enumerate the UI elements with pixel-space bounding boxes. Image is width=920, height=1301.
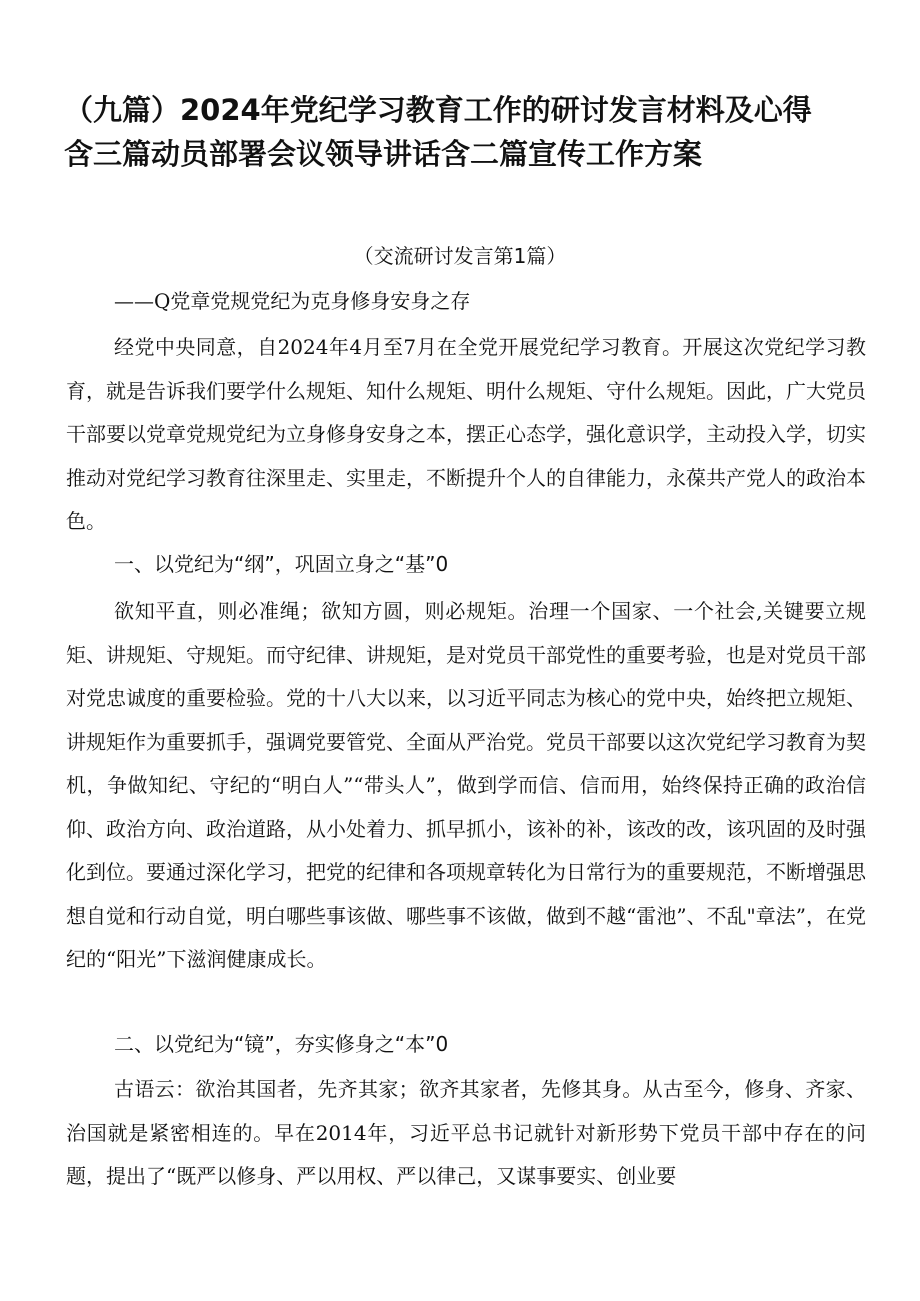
paragraph-three: 古语云：欲治其国者，先齐其家；欲齐其家者，先修其身。从古至今，修身、齐家、治国就是紧密相连的。早在2014年，习近平总书记就针对新形势下党员干部中存在的问题，提出了“既严以修身、严以用权、严以律己，又谋事要实、创业要 [66, 1077, 866, 1188]
title-line-1: （九篇）2024年党纪学习教育工作的研讨发言材料及心得 [64, 93, 812, 127]
paragraph-intro: 经党中央同意，自2024年4月至7月在全党开展党纪学习教育。开展这次党纪学习教育，就是告诉我们要学什么规矩、知什么规矩、明什么规矩、守什么规矩。因此，广大党员干部要以党章党规党纪为立身修身安身之本，摆正心态学，强化意识学，主动投入学，切实推动对党纪学习教育往深里走、实里走，不断提升个人的自律能力，永葆共产党人的政治本色。 [66, 335, 866, 533]
document-title [64, 88, 884, 176]
section-tagline: ——Q党章党规党纪为克身修身安身之存 [114, 289, 471, 313]
paragraph-two: 欲知平直，则必准绳；欲知方圆，则必规矩。治理一个国家、一个社会,关键要立规矩、讲规矩、守规矩。而守纪律、讲规矩，是对党员干部党性的重要考验，也是对党员干部对党忠诚度的重要检验。党的十八大以来，以习近平同志为核心的党中央，始终把立规矩、讲规矩作为重要抓手，强调党要管党、全面从严治党。党员干部要以这次党纪学习教育为契机，争做知纪、守纪的“明白人”“带头人”，做到学而信、信而用，始终保持正确的政治信仰、政治方向、政治道路，从小处着力、抓早抓小，该补的补，该改的改，该巩固的及时强化到位。要通过深化学习，把党的纪律和各项规章转化为日常行为的重要规范，不断增强思想自觉和行动自觉，明白哪些事该做、哪些事不该做，做到不越“雷池”、不乱"章法”，在党纪的“阳光”下滋润健康成长。 [66, 599, 866, 971]
section-subtitle: （交流研讨发言第1篇） [353, 244, 567, 268]
title-line-2: 含三篇动员部署会议领导讲话含二篇宣传工作方案 [64, 137, 703, 171]
heading-one: 一、以党纪为“纲”，巩固立身之“基”0 [114, 552, 449, 576]
heading-two: 二、以党纪为“镜”，夯实修身之“本”0 [114, 1032, 449, 1056]
